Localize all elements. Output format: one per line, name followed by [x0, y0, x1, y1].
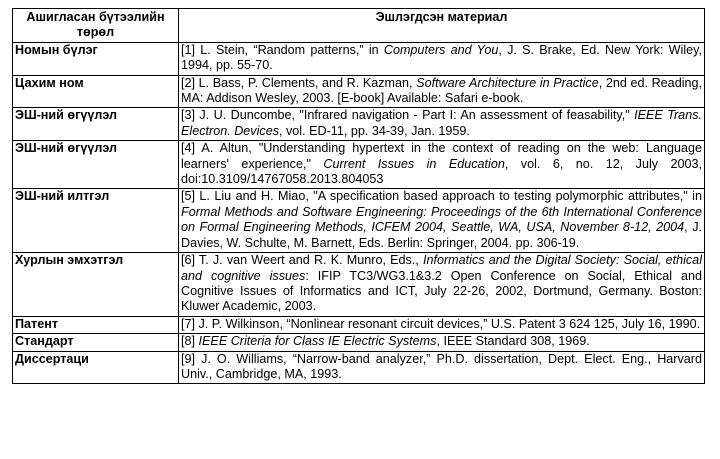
citation-cell — [179, 75, 705, 108]
citation-italic-text: Software Architecture in Practice — [416, 75, 599, 90]
citation-italic-text: Informatics and the Digital Society: Social, ethical and cognitive issues — [181, 253, 702, 283]
citation-cell — [179, 108, 705, 141]
citation-text: [3] J. U. Duncombe, "Infrared navigation - Part I: An assessment of feasability," — [181, 108, 635, 123]
header-reference-type: Ашигласан бүтээлийн төрөл — [13, 9, 179, 43]
reference-type-cell: ЭШ-ний өгүүлэл — [13, 108, 179, 141]
table-row — [13, 316, 705, 333]
table-row — [13, 189, 705, 253]
citation-italic-text: Current Issues in Education — [323, 156, 505, 171]
citation-text: , vol. 6, no. 12, July 2003, doi:10.3109/14767058.2013.804053 — [181, 156, 702, 187]
citation-italic-text: Computers and You — [383, 42, 499, 57]
reference-type-cell: ЭШ-ний өгүүлэл — [13, 141, 179, 189]
citation-cell — [179, 253, 705, 317]
table-row — [13, 141, 705, 189]
citation-text: [2] L. Bass, P. Clements, and R. Kazman, — [181, 75, 417, 90]
citation-text: [7] J. P. Wilkinson, “Nonlinear resonant circuit devices,” U.S. Patent 3 624 125, July 16, 1990. — [181, 316, 701, 331]
citation-text: [8] — [181, 334, 199, 349]
reference-type-cell: Диссертаци — [13, 351, 179, 384]
citation-cell — [179, 316, 705, 333]
reference-type-cell: Номын бүлэг — [13, 42, 179, 75]
citation-cell — [179, 141, 705, 189]
citation-text: [1] L. Stein, “Random patterns,” in — [181, 42, 384, 57]
citation-cell — [179, 351, 705, 384]
reference-type-cell: Цахим ном — [13, 75, 179, 108]
citation-text: , 2nd ed. Reading, MA: Addison Wesley, 2003. [E-book] Available: Safari e-book. — [181, 75, 702, 106]
citation-text: , vol. ED-11, pp. 34-39, Jan. 1959. — [279, 123, 470, 138]
citation-text: , IEEE Standard 308, 1969. — [436, 334, 590, 349]
table-header-row — [13, 9, 705, 43]
citation-italic-text: IEEE Criteria for Class IE Electric Systems — [198, 334, 437, 349]
reference-types-table — [12, 8, 705, 384]
table-row — [13, 108, 705, 141]
citation-text: [6] T. J. van Weert and R. K. Munro, Eds., — [181, 253, 423, 268]
reference-type-cell: ЭШ-ний илтгэл — [13, 189, 179, 253]
table-row — [13, 334, 705, 351]
reference-type-cell: Стандарт — [13, 334, 179, 351]
table-row — [13, 351, 705, 384]
citation-text: [5] L. Liu and H. Miao, "A specification based approach to testing polymorphic attributes," in — [181, 189, 702, 204]
citation-cell — [179, 189, 705, 253]
table-row — [13, 42, 705, 75]
reference-type-cell: Хурлын эмхэтгэл — [13, 253, 179, 317]
citation-italic-text: IEEE Trans. Electron. Devices — [181, 108, 702, 138]
header-cited-material: Эшлэгдсэн материал — [179, 9, 705, 43]
reference-table-container — [12, 8, 705, 384]
citation-text: : IFIP TC3/WG3.1&3.2 Open Conference on Social, Ethical and Cognitive Issues of Informatics and ICT, July 22-26, 2002, Dortmund, Germany. Boston: Kluwer Academic, 2003. — [181, 268, 702, 314]
citation-italic-text: Formal Methods and Software Engineering: Proceedings of the 6th International Conference on Formal Engineering Methods, ICFEM 2004, Seattle, WA, USA, November 8-12, 2004 — [181, 204, 702, 235]
table-row — [13, 75, 705, 108]
citation-text: [9] J. O. Williams, “Narrow-band analyzer,” Ph.D. dissertation, Dept. Elect. Eng., Harvard Univ., Cambridge, MA, 1993. — [181, 351, 702, 381]
citation-text: , J. S. Brake, Ed. New York: Wiley, 1994, pp. 55-70. — [181, 42, 702, 73]
reference-type-cell: Патент — [13, 316, 179, 333]
citation-text: , J. Davies, W. Schulte, M. Barnett, Eds. Berlin: Springer, 2004. pp. 306-19. — [181, 220, 702, 250]
citation-cell — [179, 42, 705, 75]
citation-cell — [179, 334, 705, 351]
table-row — [13, 253, 705, 317]
citation-text: [4] A. Altun, "Understanding hypertext in the context of reading on the web: Language learners' experience," — [181, 141, 702, 171]
